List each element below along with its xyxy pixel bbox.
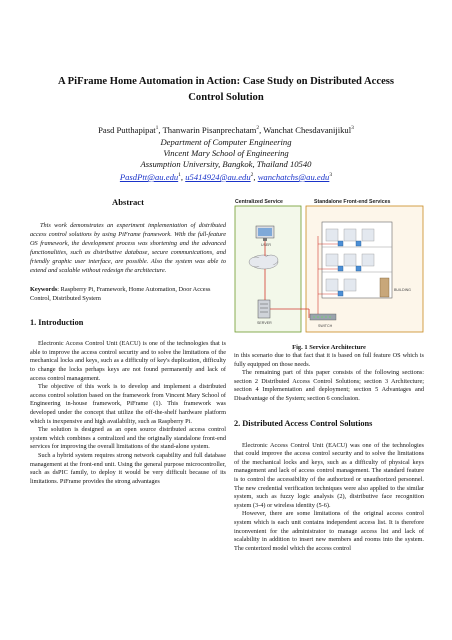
intro-paragraph-3: The solution is designed as an open source distributed access control system which combines a centralized and the originally standalone front-end services for improving the overall limitations of the stand-alone system.	[30, 426, 226, 451]
affiliation-3: Assumption University, Bangkok, Thailand 10540	[140, 158, 312, 169]
server-icon	[258, 300, 270, 318]
author-2: Thanwarin Pisanprechatam	[162, 124, 257, 135]
affiliation-1: Department of Computer Engineering	[160, 136, 292, 147]
title-line-2: Control Solution	[188, 92, 264, 103]
email-line: PasdPtt@au.edu$^1$, u5414924@au.edu$^2$, wanchatchs@au.edu$^3$	[119, 171, 333, 182]
intro-paragraph-1: Electronic Access Control Unit (EACU) is one of the technologies that is able to improve the access control security and to solve the limitations of the mechanical locks and keys, such as a difficulty of key's duplication, difficulty to change the locks perhaps keys are not found permanently and lack of access control management.	[30, 340, 226, 382]
network-switch-icon	[310, 314, 336, 320]
keywords-label: Keywords	[30, 286, 58, 294]
authors-block	[20, 123, 432, 183]
author-line: Pasd Putthapipat$^1$, Thanwarin Pisanprechatam$^2$, Wanchat Chesdavanijikul$^3$	[98, 124, 354, 135]
paper-title	[28, 74, 424, 106]
intro-paragraph-2: The objective of this work is to develop and implement a distributed access control solution based on the framework from Vincent Mary School of Engineering in-house framework, PiFrame (1). This framework was developed under the concept that utilize the off-the-shelf hardware platform which is inexpensive and high availability, such as Raspberry Pi.	[30, 383, 226, 425]
title-line-1: A PiFrame Home Automation in Action: Case Study on Distributed Access	[57, 76, 395, 87]
intro-paragraph-4: Such a hybrid system requires strong network capability and full database management at the front-end unit. Using the general purpose microcontroller, such as dsPIC family, to deploy it would be very difficult because of its limitations. PiFrame provides the strong advantages	[30, 451, 226, 485]
figure-label-user: USER	[261, 243, 271, 247]
keywords-text: : Raspberry Pi, Framework, Home Automation, Door Access Control, Distributed System	[30, 286, 211, 303]
figure-label-server: SERVER	[257, 321, 272, 325]
section2-paragraph-1: Electronic Access Control Unit (EACU) was one of the technologies that could improve the access control security and to solve the limitations of the mechanical locks and keys, such as a difficulty of physical keys management and lack of access control management. The standard feature is to control the accessibility of the authorized or unauthorized personnel. The new credential verification techniques were also applied to the similar system, such as fuzzy logic analysis (2), distributive face recognition system (3-4) or wireless identity (5-6).	[234, 441, 424, 509]
author-3: Wanchat Chesdavanijikul	[263, 124, 352, 135]
section-heading-intro: 1. Introduction	[30, 318, 84, 328]
right-paragraph-2: The remaining part of this paper consists of the following sections: section 2 Distributed Access Control Solutions; section 3 Architecture; section 4 Implementation and deployment; section 5 Advantages and Disadvantage of the System; section 6 conclusion.	[234, 369, 424, 402]
keywords	[30, 286, 226, 304]
figure-label-switch: SWITCH	[318, 324, 333, 328]
section-heading-distributed: 2. Distributed Access Control Solutions	[234, 418, 373, 428]
affiliation-2: Vincent Mary School of Engineering	[163, 147, 289, 158]
cloud-icon	[249, 255, 278, 269]
abstract-heading: Abstract	[112, 197, 144, 207]
left-column	[30, 196, 226, 486]
email-link-1[interactable]: PasdPtt@au.edu	[119, 171, 179, 182]
figure-caption: Fig. 1 Service Architecture	[292, 344, 366, 351]
email-link-3[interactable]: wanchatchs@au.edu	[257, 171, 330, 182]
figure-label-centralized: Centralized Service	[235, 199, 283, 205]
right-column	[234, 352, 424, 553]
abstract-text: This work demonstrates an experiment implementation of distributed access control solutions by using PiFrame framework. With the full-feature OS framework, the development process was shortening and the advanced functionalities, such as distributive database, secure communications, and friendly graphic user interface, are possible. Also the system was able to extend and scalable without redesign the architecture.	[30, 222, 226, 274]
figure-label-building: BUILDING	[394, 288, 411, 292]
section2-paragraph-2: However, there are some limitations of the original access control system which is each unit contains independent access list. It is therefore inconvenient for the administrator to manage access list and lack of scalability in addition to insert new members and rooms into the system. The centerized model which the access control	[234, 510, 424, 552]
service-architecture-figure	[234, 196, 424, 334]
email-link-2[interactable]: u5414924@au.edu	[185, 171, 251, 182]
author-1: Pasd Putthapipat	[98, 124, 156, 135]
right-paragraph-1: in this scenario due to that fact that it is based on full feature OS which is fully equipped on those needs.	[234, 352, 424, 368]
building-icon	[322, 222, 392, 298]
figure-label-standalone: Standalone Front-end Services	[314, 199, 391, 205]
